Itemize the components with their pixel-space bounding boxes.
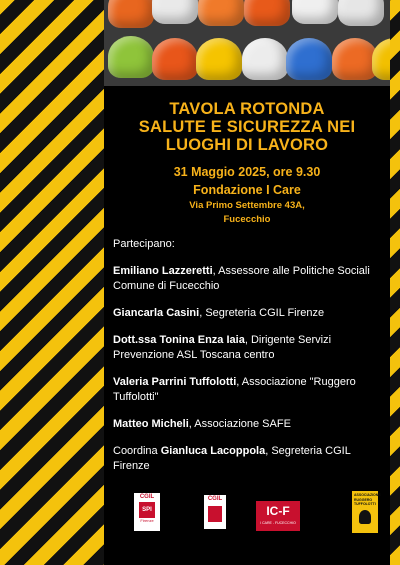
helmet-orange [198, 0, 244, 26]
participant-item [113, 417, 380, 432]
title-line: LUOGHI DI LAVORO [165, 136, 329, 154]
helmet-yellow [372, 38, 390, 80]
helmet-orange [152, 38, 198, 80]
portrait-icon [359, 510, 371, 524]
title-line: SALUTE E SICUREZZA NEI [138, 118, 356, 136]
title-line: TAVOLA ROTONDA [169, 100, 325, 118]
logo-text: IC-F [266, 504, 290, 518]
content-panel [104, 86, 390, 565]
hard-hats-photo [104, 0, 390, 86]
logo-text: I CARE - FUCECCHIO [260, 521, 296, 525]
participant-name: Valeria Parrini Tuffolotti [113, 376, 237, 388]
coordinator-name: Gianluca Lacoppola [160, 445, 266, 457]
helmet-orange [108, 0, 154, 28]
helmet-orange [244, 0, 290, 26]
participant-item [113, 375, 380, 405]
participant-item [113, 306, 380, 321]
logo-text: CGIL [207, 496, 223, 502]
coordinator-prefix: Coordina [113, 445, 161, 457]
icf-logo [256, 501, 300, 531]
helmet-green [108, 36, 154, 78]
participant-role: , Associazione "Ruggero Tuffolotti" [113, 376, 356, 403]
participants-section [104, 237, 390, 474]
logo-text: Firenze [140, 518, 154, 523]
cgil-logo [204, 495, 226, 529]
participant-role: , Dirigente Servizi Prevenzione ASL Toscana centro [113, 334, 332, 361]
helmet-white [242, 38, 288, 80]
logo-text: ASSOCIAZIONE RUGGERO TUFFOLOTTI [354, 493, 381, 506]
logo-row [104, 491, 390, 541]
coordinator [113, 444, 380, 474]
participant-role: , Assessore alle Politiche Sociali Comune di Fucecchio [113, 265, 370, 292]
event-title [104, 100, 390, 154]
coordinator-role: , Segreteria CGIL Firenze [113, 445, 351, 472]
participant-item [113, 333, 380, 363]
event-date: 31 Maggio 2025, ore 9.30 [173, 165, 321, 179]
address-line: Fucecchio [223, 214, 271, 225]
helmet-blue [286, 38, 332, 80]
participant-name: Emiliano Lazzeretti [113, 265, 213, 277]
cgil-spi-logo [134, 493, 160, 531]
participant-name: Matteo Micheli [113, 418, 189, 430]
logo-text: SPI [139, 502, 155, 518]
participant-role: , Segreteria CGIL Firenze [199, 307, 325, 319]
logo-text: CGIL [139, 494, 155, 500]
participant-role: , Associazione SAFE [188, 418, 291, 430]
participants-intro: Partecipano: [113, 238, 175, 250]
event-address [104, 199, 390, 227]
event-venue: Fondazione I Care [193, 183, 301, 197]
helmet-white [292, 0, 338, 24]
participant-name: Dott.ssa Tonina Enza Iaia [113, 334, 245, 346]
helmet-white [152, 0, 198, 24]
address-line: Via Primo Settembre 43A, [189, 200, 305, 211]
helmet-yellow [196, 38, 242, 80]
helmet-white [338, 0, 384, 26]
tuffolotti-logo [352, 491, 381, 533]
participant-name: Giancarla Casini [113, 307, 200, 319]
flag-icon [208, 506, 222, 522]
participant-item [113, 264, 380, 294]
